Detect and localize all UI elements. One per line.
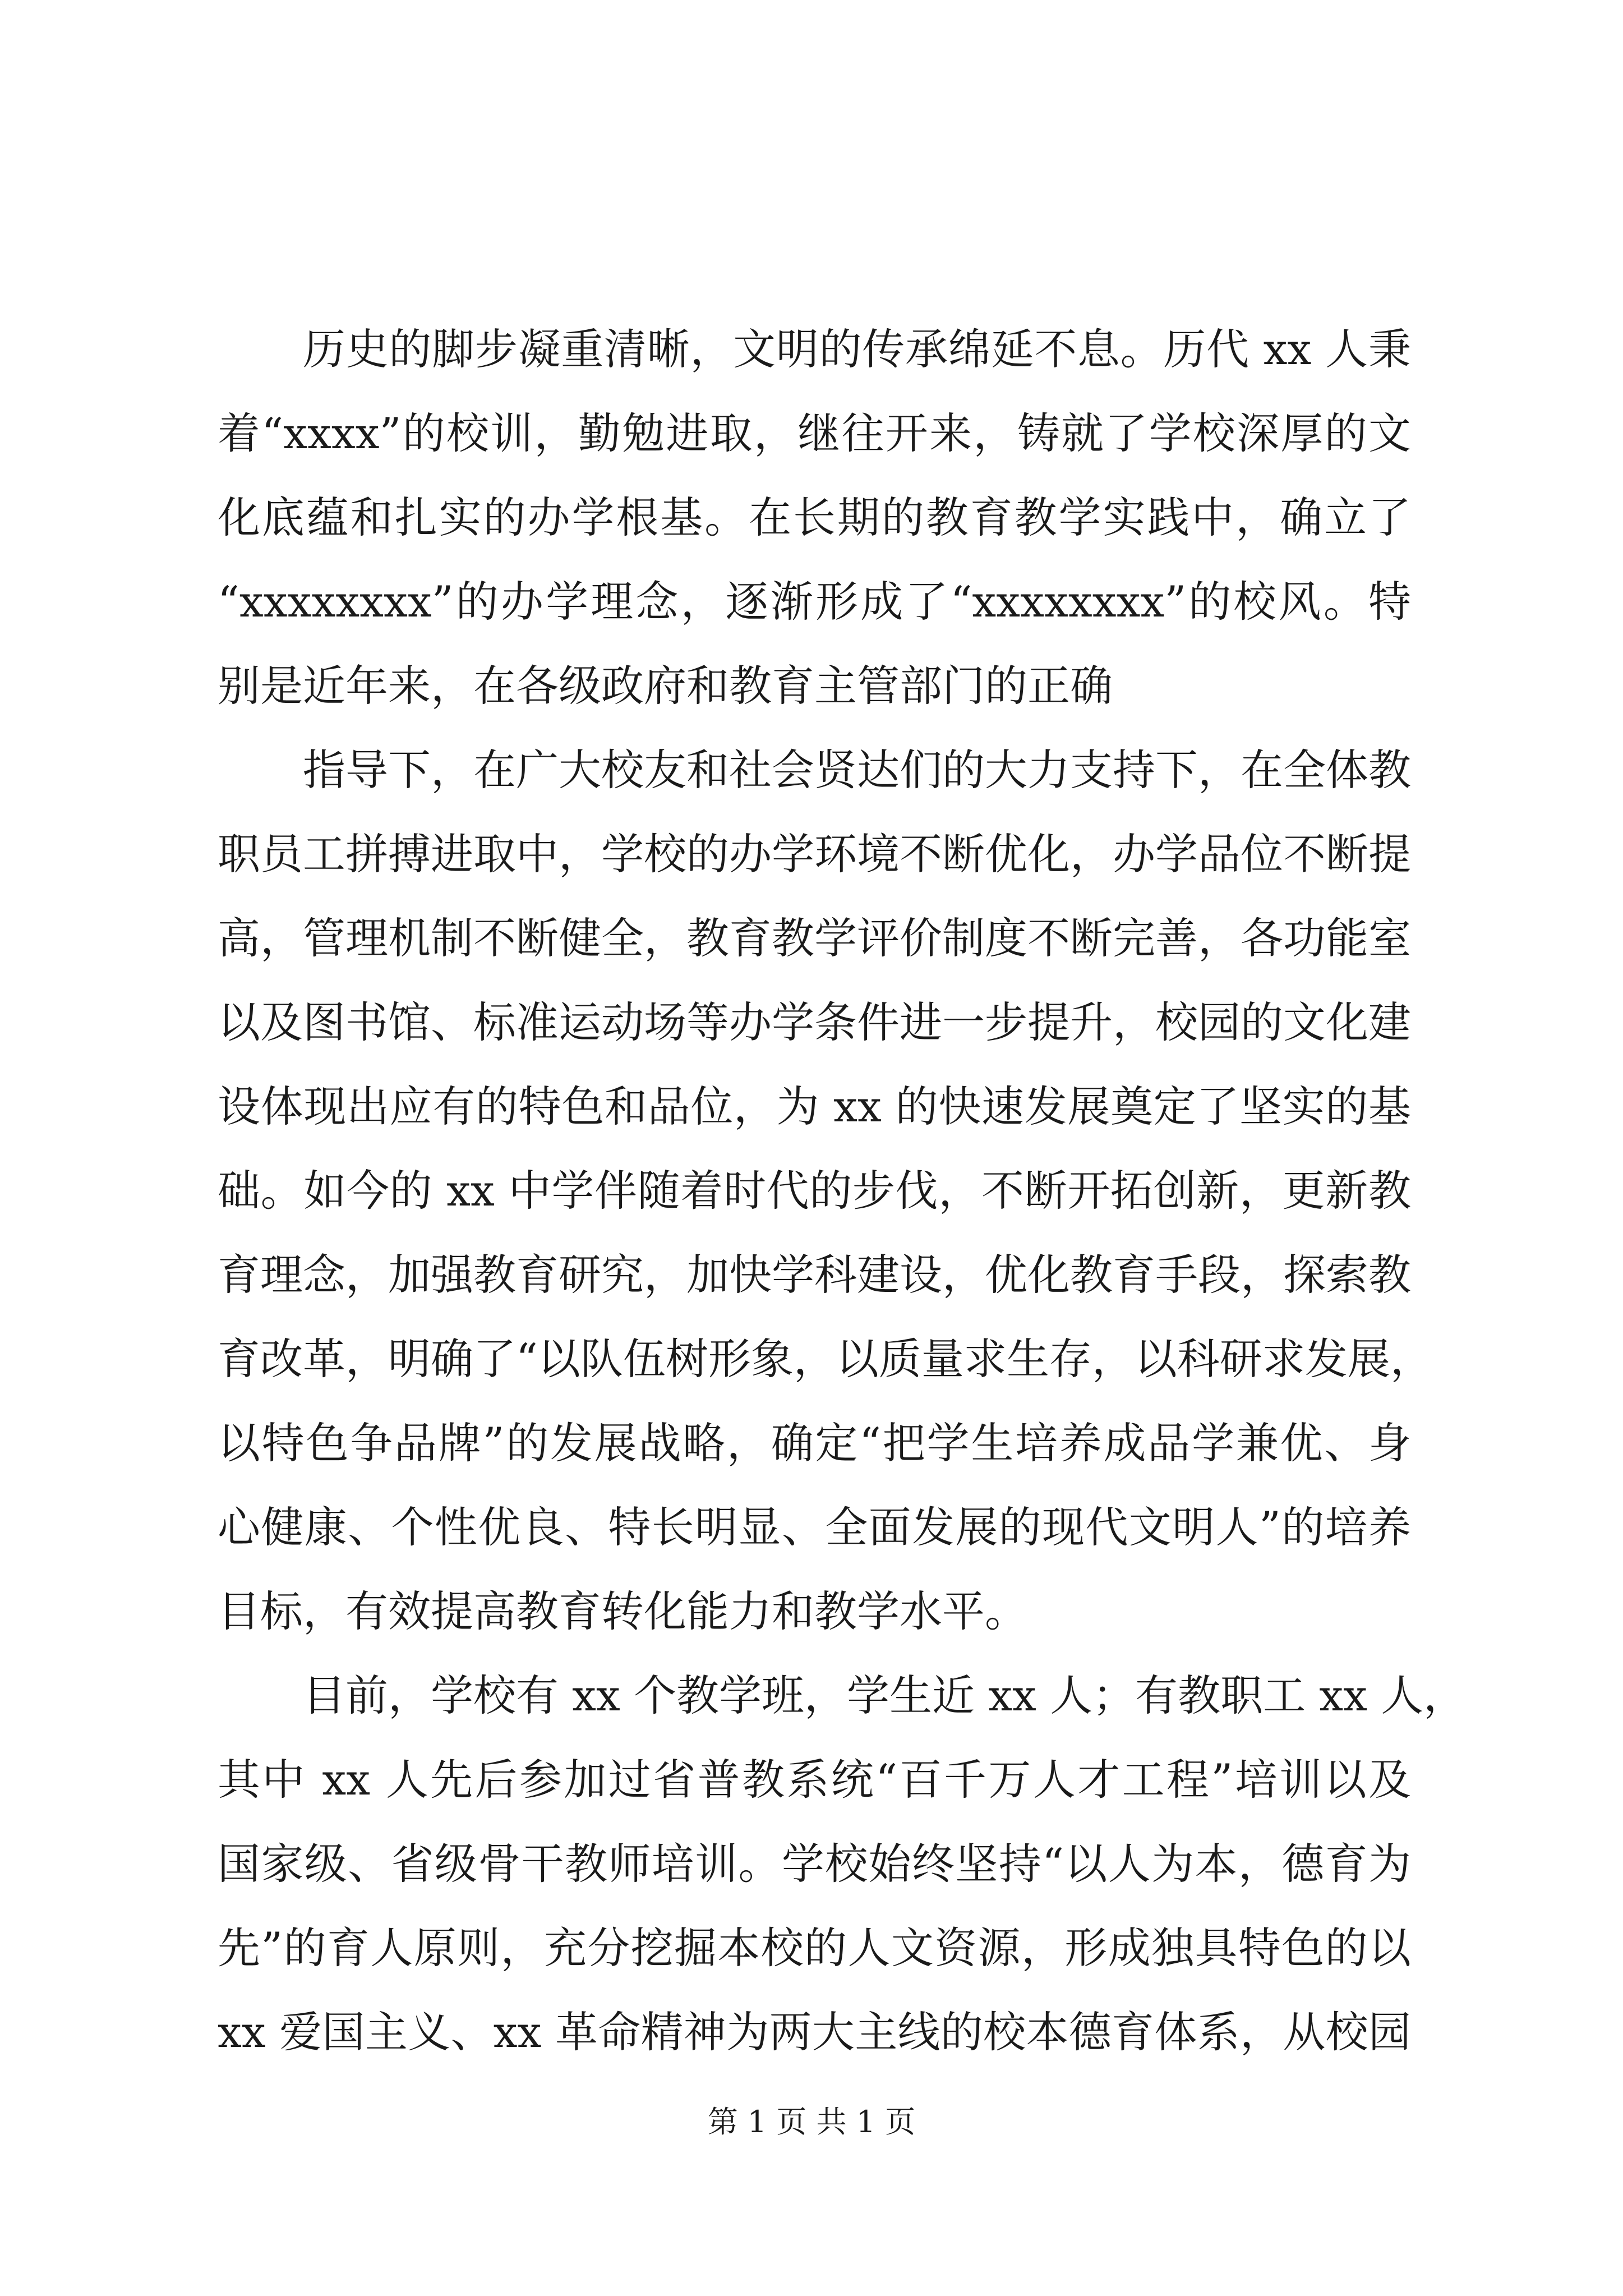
text-line: 国家级、省级骨干教师培训。学校始终坚持“以人为本，德育为 xyxy=(218,1839,1411,1889)
text-line: 育改革，明确了“以队伍树形象，以质量求生存，以科研求发展， xyxy=(218,1334,1433,1384)
text-line: xx 爱国主义、xx 革命精神为两大主线的校本德育体系，从校园 xyxy=(218,2007,1411,2057)
text-line: 目标，有效提高教育转化能力和教学水平。 xyxy=(218,1586,1027,1636)
page-number: 第 1 页 共 1 页 xyxy=(707,2104,916,2139)
text-line: 着“xxxx”的校训，勤勉进取，继往开来，铸就了学校深厚的文 xyxy=(218,408,1411,458)
text-line: 高，管理机制不断健全，教育教学评价制度不断完善，各功能室 xyxy=(218,913,1411,963)
text-line: 别是近年来，在各级政府和教育主管部门的正确 xyxy=(218,661,1113,711)
text-line: 心健康、个性优良、特长明显、全面发展的现代文明人”的培养 xyxy=(218,1502,1411,1552)
text-line: 育理念，加强教育研究，加快学科建设，优化教育手段，探索教 xyxy=(218,1250,1411,1300)
text-line: 以特色争品牌”的发展战略，确定“把学生培养成品学兼优、身 xyxy=(218,1418,1411,1468)
page-footer xyxy=(0,2098,1623,2141)
text-line: 设体现出应有的特色和品位，为 xx 的快速发展奠定了坚实的基 xyxy=(218,1082,1411,1131)
text-line: “xxxxxxxx”的办学理念，逐渐形成了“xxxxxxxx”的校风。特 xyxy=(218,577,1411,627)
text-line: 历史的脚步凝重清晰，文明的传承绵延不息。历代 xx 人秉 xyxy=(303,324,1411,374)
text-line: 目前，学校有 xx 个教学班，学生近 xx 人；有教职工 xx 人， xyxy=(303,1671,1467,1720)
text-line: 职员工拼搏进取中，学校的办学环境不断优化，办学品位不断提 xyxy=(218,829,1411,879)
text-line: 其中 xx 人先后参加过省普教系统“百千万人才工程”培训以及 xyxy=(218,1755,1411,1805)
text-line: 先”的育人原则，充分挖掘本校的人文资源，形成独具特色的以 xyxy=(218,1923,1411,1973)
text-line: 以及图书馆、标准运动场等办学条件进一步提升，校园的文化建 xyxy=(218,997,1411,1047)
document-body xyxy=(218,307,1467,2074)
text-line: 化底蕴和扎实的办学根基。在长期的教育教学实践中，确立了 xyxy=(218,493,1411,542)
text-line: 础。如今的 xx 中学伴随着时代的步伐，不断开拓创新，更新教 xyxy=(218,1166,1411,1216)
text-line: 指导下，在广大校友和社会贤达们的大力支持下，在全体教 xyxy=(303,745,1411,795)
